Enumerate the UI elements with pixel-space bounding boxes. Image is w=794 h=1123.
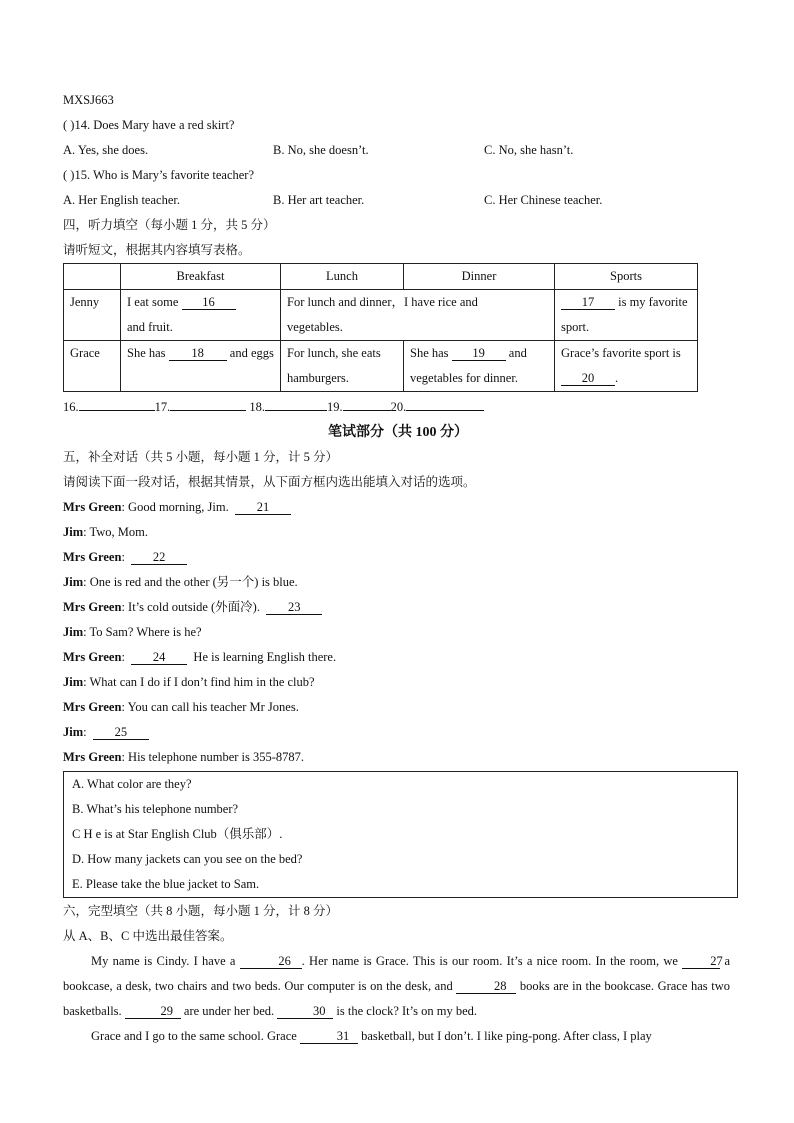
passage-text: books are in the bookcase. Grace has two basketballs.: [63, 979, 730, 1018]
written-part-title: 笔试部分（共 100 分）: [328, 425, 468, 440]
blank-23[interactable]: 23: [266, 600, 322, 615]
answer-blank-17[interactable]: [170, 396, 246, 411]
speaker: Jim: [63, 525, 84, 539]
dialogue: [63, 495, 733, 770]
question-15-options: [63, 188, 733, 213]
dialogue-line: [63, 570, 733, 595]
header-code: MXSJ663: [63, 93, 114, 107]
dialogue-line: [63, 495, 733, 520]
cloze-paragraph-1: [63, 949, 730, 1024]
breakfast-cell: [121, 290, 281, 341]
question-14: [63, 113, 733, 138]
header-cell: [64, 264, 121, 290]
blank-30[interactable]: 30: [277, 1004, 333, 1019]
dialogue-text: : To Sam? Where is he?: [83, 625, 202, 639]
table-row-jenny: [64, 290, 698, 341]
dialogue-line: [63, 545, 733, 570]
passage-text: basketball, but I don’t. I like ping-pong. After class, I play: [357, 1029, 652, 1043]
header-cell: Dinner: [404, 264, 555, 290]
listening-table: [63, 263, 698, 392]
option-c: C. Her Chinese teacher.: [484, 193, 603, 207]
speaker: Mrs Green: [63, 650, 122, 664]
question-text: 15. Who is Mary’s favorite teacher?: [74, 168, 255, 182]
table-header-row: [64, 264, 698, 290]
blank-22[interactable]: 22: [131, 550, 187, 565]
blank-27[interactable]: 27: [682, 954, 720, 969]
header-cell: Sports: [555, 264, 698, 290]
lunch-cell: For lunch, she eats hamburgers.: [281, 341, 404, 392]
table-row-grace: [64, 341, 698, 392]
option-b: B. What’s his telephone number?: [72, 802, 239, 816]
cell-text: and fruit.: [127, 320, 173, 334]
passage-text: . Her name is Grace. This is our room. It’s a nice room. In the room, we: [301, 954, 683, 968]
speaker: Mrs Green: [63, 550, 122, 564]
answer-blank-20[interactable]: [406, 396, 484, 411]
speaker: Jim: [63, 725, 84, 739]
dialogue-line: [63, 720, 733, 745]
section-5-instruction: 请阅读下面一段对话，根据其情景，从下面方框内选出能填入对话的选项。: [63, 475, 476, 489]
section-6-title: 六，完型填空（共 8 小题，每小题 1 分，计 8 分）: [63, 904, 339, 918]
blank-21[interactable]: 21: [235, 500, 291, 515]
cell-text: is my favorite sport.: [561, 295, 688, 334]
blank-20[interactable]: 20: [561, 371, 615, 386]
speaker: Jim: [63, 625, 84, 639]
dialogue-text: : Two, Mom.: [83, 525, 149, 539]
option-d: D. How many jackets can you see on the bed?: [72, 852, 303, 866]
passage-text: Grace and I go to the same school. Grace: [91, 1029, 300, 1043]
dialogue-text: He is learning English there.: [187, 650, 337, 664]
speaker: Mrs Green: [63, 500, 122, 514]
dialogue-text: : What can I do if I don’t find him in the club?: [83, 675, 315, 689]
passage-text: are under her bed.: [180, 1004, 278, 1018]
blank-18[interactable]: 18: [169, 346, 227, 361]
passage-text: My name is Cindy. I have a: [91, 954, 240, 968]
speaker: Mrs Green: [63, 750, 122, 764]
question-14-options: [63, 138, 733, 163]
option-c: C. No, she hasn’t.: [484, 143, 574, 157]
dialogue-line: [63, 595, 733, 620]
cell-text: Grace’s favorite sport is: [561, 346, 681, 360]
cloze-paragraph-2: [63, 1024, 730, 1049]
blank-26[interactable]: 26: [240, 954, 302, 969]
answer-blank-18[interactable]: [265, 396, 327, 411]
answer-blank-19[interactable]: [343, 396, 391, 411]
dialogue-line: [63, 670, 733, 695]
option-e: E. Please take the blue jacket to Sam.: [72, 877, 260, 891]
dialogue-text: : One is red and the other (另一个) is blue.: [83, 575, 298, 589]
dialogue-text: : Good morning, Jim.: [121, 500, 235, 514]
option-a: A. Her English teacher.: [63, 193, 180, 207]
blank-31[interactable]: 31: [300, 1029, 358, 1044]
header-cell: Lunch: [281, 264, 404, 290]
cell-text: and eggs: [229, 346, 274, 360]
dialogue-text: : It’s cold outside (外面冷).: [121, 600, 267, 614]
passage-text: is the clock? It’s on my bed.: [333, 1004, 478, 1018]
dialogue-line: [63, 695, 733, 720]
section-4-title: 四，听力填空（每小题 1 分，共 5 分）: [63, 218, 276, 232]
dialogue-text: :: [121, 650, 132, 664]
option-b: B. Her art teacher.: [273, 193, 365, 207]
dialogue-text: :: [121, 550, 132, 564]
cell-text: .: [615, 371, 619, 385]
section-4-instruction: 请听短文，根据其内容填写表格。: [63, 243, 251, 257]
dialogue-text: :: [83, 725, 93, 739]
row-name: Jenny: [64, 290, 121, 341]
option-b: B. No, she doesn’t.: [273, 143, 369, 157]
dinner-cell: [404, 341, 555, 392]
answer-paren: ( ): [63, 168, 75, 182]
breakfast-cell: [121, 341, 281, 392]
question-text: 14. Does Mary have a red skirt?: [74, 118, 235, 132]
blank-28[interactable]: 28: [456, 979, 516, 994]
row-name: Grace: [64, 341, 121, 392]
answer-label: 19.: [327, 400, 343, 414]
answer-blank-16[interactable]: [79, 396, 155, 411]
cell-text: I eat some: [127, 295, 179, 309]
answer-label: 18.: [249, 400, 265, 414]
question-15: [63, 163, 733, 188]
blank-29[interactable]: 29: [125, 1004, 181, 1019]
sports-cell: [555, 290, 698, 341]
speaker: Jim: [63, 575, 84, 589]
exam-page: [63, 88, 733, 1049]
speaker: Mrs Green: [63, 600, 122, 614]
answer-line: [63, 395, 733, 420]
blank-19[interactable]: 19: [452, 346, 506, 361]
blank-25[interactable]: 25: [93, 725, 149, 740]
cell-text: and vegetables for dinner.: [410, 346, 527, 385]
answer-label: 17.: [154, 400, 171, 414]
dialogue-text: : His telephone number is 355-8787.: [121, 750, 305, 764]
dialogue-line: [63, 745, 733, 770]
option-a: A. Yes, she does.: [63, 143, 149, 157]
lunch-dinner-cell: For lunch and dinner，I have rice and vegetables.: [281, 290, 555, 341]
answer-label: 20.: [390, 400, 407, 414]
speaker: Jim: [63, 675, 84, 689]
answer-paren: ( ): [63, 118, 75, 132]
cell-text: She has: [127, 346, 166, 360]
dialogue-line: [63, 645, 733, 670]
dialogue-text: : You can call his teacher Mr Jones.: [121, 700, 299, 714]
section-6-instruction: 从 A、B、C 中选出最佳答案。: [63, 929, 233, 943]
blank-24[interactable]: 24: [131, 650, 187, 665]
options-box: [63, 771, 738, 898]
section-5-title: 五，补全对话（共 5 小题，每小题 1 分，计 5 分）: [63, 450, 339, 464]
option-c: C H e is at Star English Club（俱乐部）.: [72, 827, 283, 841]
blank-17[interactable]: 17: [561, 295, 615, 310]
cell-text: She has: [410, 346, 449, 360]
passage-text: a bookcase, a desk, two chairs and two beds. Our computer is on the desk, and: [63, 954, 730, 993]
header-cell: Breakfast: [121, 264, 281, 290]
dialogue-line: [63, 520, 733, 545]
speaker: Mrs Green: [63, 700, 122, 714]
blank-16[interactable]: 16: [182, 295, 236, 310]
answer-label: 16.: [63, 400, 79, 414]
option-a: A. What color are they?: [72, 777, 192, 791]
dialogue-line: [63, 620, 733, 645]
sports-cell: [555, 341, 698, 392]
